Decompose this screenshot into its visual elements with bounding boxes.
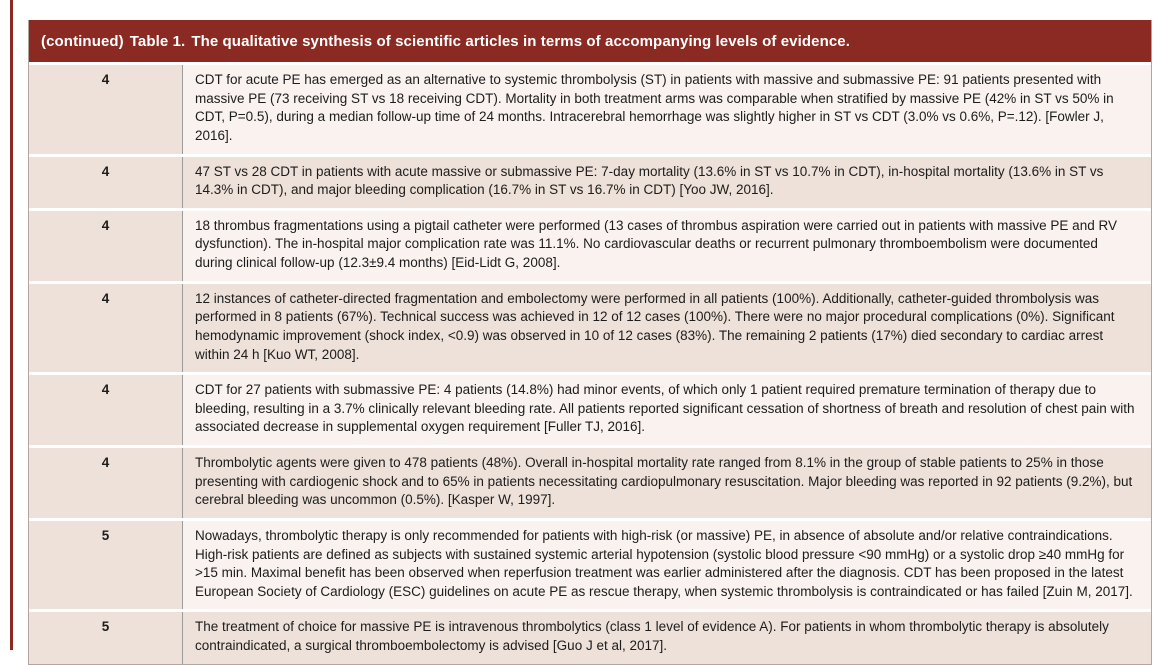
table-row — [29, 445, 1151, 518]
evidence-level-cell: 5 — [29, 612, 183, 663]
evidence-level-cell: 4 — [29, 211, 183, 281]
finding-text-cell: CDT for 27 patients with submassive PE: 4 patients (14.8%) had minor events, of which only 1 patient required premature termination of therapy due to bleeding, resulting in a 3.7% clinically relevant bleeding rate. All patients reported significant cessation of shortness of breath and resolution of chest pain with associated decrease in supplemental oxygen requirement [Fuller TJ, 2016]. — [183, 375, 1151, 445]
table-row — [29, 154, 1151, 208]
finding-text-cell: Thrombolytic agents were given to 478 patients (48%). Overall in-hospital mortality rate ranged from 8.1% in the group of stable patients to 25% in those presenting with cardiogenic shock and to 65% in patients necessitating cardiopulmonary resuscitation. Major bleeding was reported in 92 patients (9.2%), but cerebral bleeding was uncommon (0.5%). [Kasper W, 1997]. — [183, 448, 1151, 518]
finding-text-cell: 47 ST vs 28 CDT in patients with acute massive or submassive PE: 7-day mortality (13.6% in ST vs 10.7% in CDT), in-hospital mortality (13.6% in ST vs 14.3% in CDT), and major bleeding complication (16.7% in ST vs 16.7% in CDT) [Yoo JW, 2016]. — [183, 157, 1151, 208]
table-number-label: Table 1. — [129, 32, 186, 50]
evidence-level-cell: 4 — [29, 65, 183, 154]
table-row — [29, 281, 1151, 373]
evidence-table — [28, 20, 1152, 665]
finding-text-cell: 12 instances of catheter-directed fragmentation and embolectomy were performed in all patients (100%). Additionally, catheter-guided thrombolysis was performed in 8 patients (67%). Technical success was achieved in 12 of 12 cases (100%). There were no major procedural complications (0%). Significant hemodynamic improvement (shock index, <0.9) was observed in 10 of 12 cases (83%). The remaining 2 patients (17%) died secondary to cardiac arrest within 24 h [Kuo WT, 2008]. — [183, 284, 1151, 373]
evidence-level-cell: 5 — [29, 521, 183, 610]
evidence-level-cell: 4 — [29, 284, 183, 373]
evidence-level-cell: 4 — [29, 375, 183, 445]
table-caption: The qualitative synthesis of scientific articles in terms of accompanying levels of evidence. — [191, 32, 850, 50]
evidence-level-cell: 4 — [29, 157, 183, 208]
table-row — [29, 62, 1151, 154]
table-row — [29, 208, 1151, 281]
evidence-level-cell: 4 — [29, 448, 183, 518]
left-margin-rule — [10, 0, 13, 650]
continued-label: (continued) — [41, 32, 124, 50]
table-row — [29, 609, 1151, 663]
finding-text-cell: The treatment of choice for massive PE is intravenous thrombolytics (class 1 level of evidence A). For patients in whom thrombolytic therapy is absolutely contraindicated, a surgical thromboembolectomy is advised [Guo J et al, 2017]. — [183, 612, 1151, 663]
finding-text-cell: Nowadays, thrombolytic therapy is only recommended for patients with high-risk (or massive) PE, in absence of absolute and/or relative contraindications. High-risk patients are defined as subjects with sustained systemic arterial hypotension (systolic blood pressure <90 mmHg) or a systolic drop ≥40 mmHg for >15 min. Maximal benefit has been observed when reperfusion treatment was earlier administered after the diagnosis. CDT has been proposed in the latest European Society of Cardiology (ESC) guidelines on acute PE as rescue therapy, when systemic thrombolysis is contraindicated or has failed [Zuin M, 2017]. — [183, 521, 1151, 610]
table-caption-bar — [29, 20, 1151, 62]
table-row — [29, 372, 1151, 445]
table-row — [29, 518, 1151, 610]
finding-text-cell: 18 thrombus fragmentations using a pigtail catheter were performed (13 cases of thrombus aspiration were carried out in patients with massive PE and RV dysfunction). The in-hospital major complication rate was 11.1%. No cardiovascular deaths or recurrent pulmonary thromboembolism were documented during clinical follow-up (12.3±9.4 months) [Eid-Lidt G, 2008]. — [183, 211, 1151, 281]
finding-text-cell: CDT for acute PE has emerged as an alternative to systemic thrombolysis (ST) in patients with massive and submassive PE: 91 patients presented with massive PE (73 receiving ST vs 18 receiving CDT). Mortality in both treatment arms was comparable when stratified by massive PE (42% in ST vs 50% in CDT, P=0.5), during a median follow-up time of 24 months. Intracerebral hemorrhage was slightly higher in ST vs CDT (3.0% vs 0.6%, P=.12). [Fowler J, 2016]. — [183, 65, 1151, 154]
